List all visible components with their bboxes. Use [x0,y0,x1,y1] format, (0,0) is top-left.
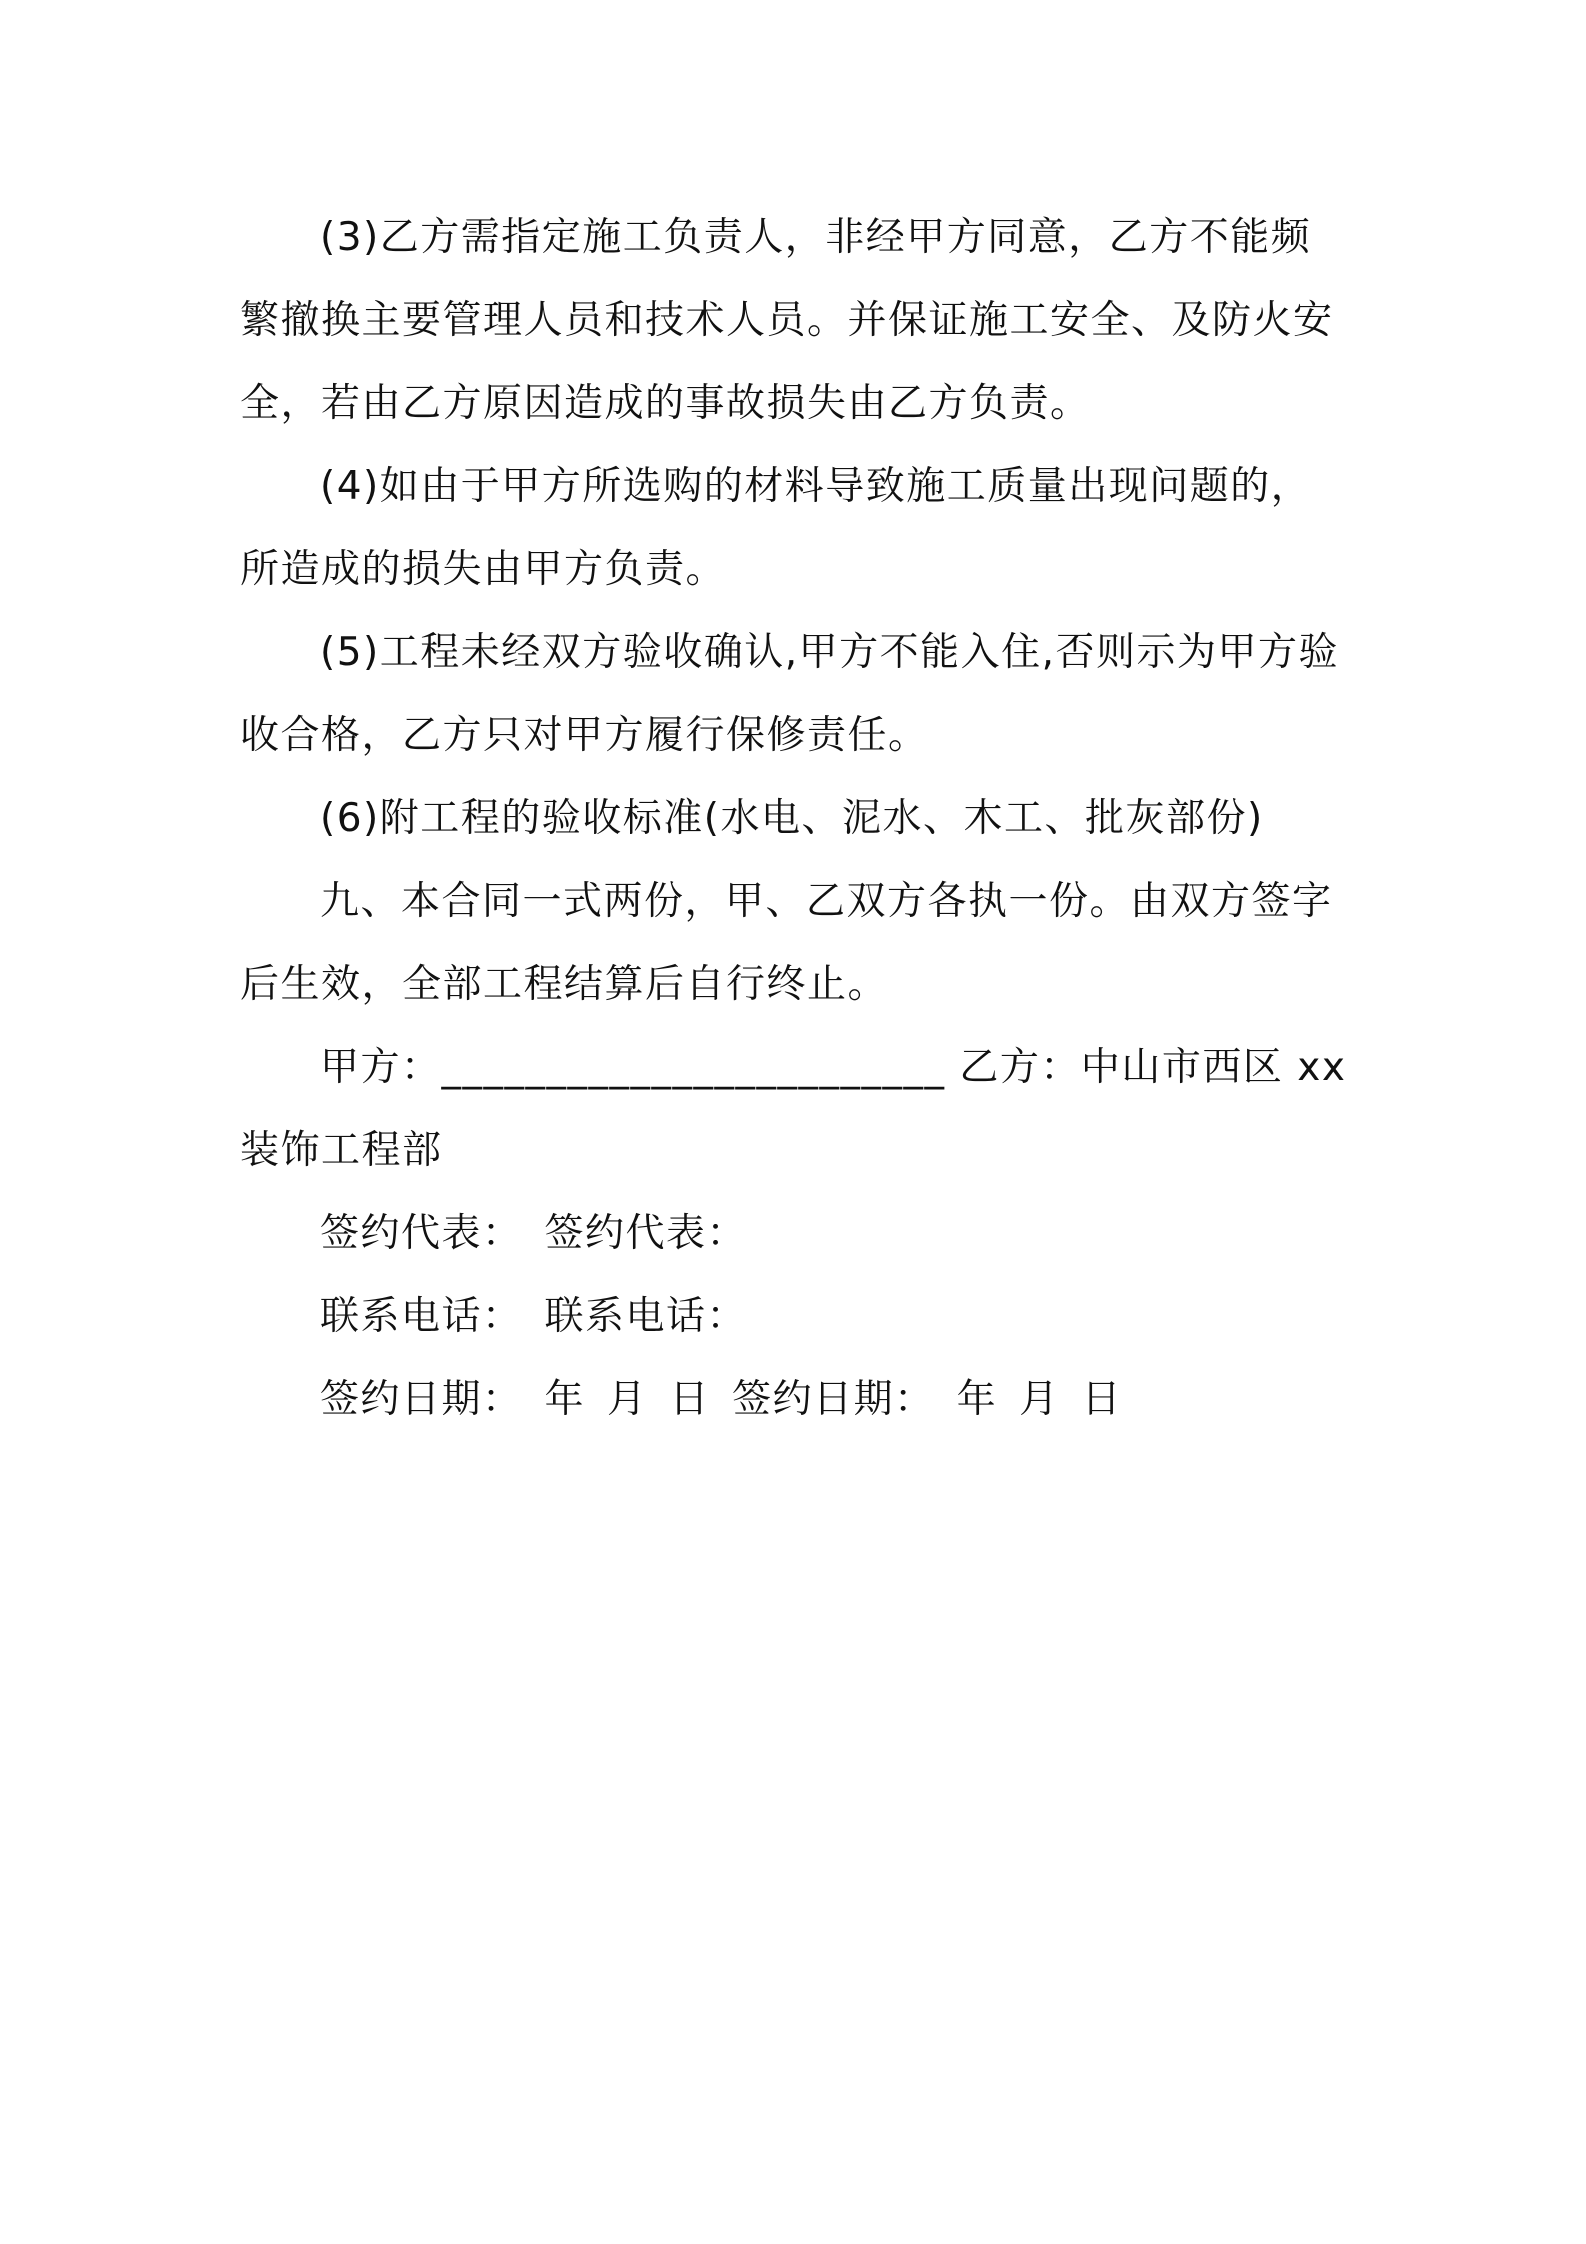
representative-label-a: 签约代表： [320,1211,523,1256]
representative-row [240,1192,1350,1275]
date-day-b: 日 [1081,1377,1123,1422]
date-day-a: 日 [669,1377,711,1422]
clause-5: (5)工程未经双方验收确认,甲方不能入住,否则示为甲方验收合格，乙方只对甲方履行保修责任。 [240,630,1340,758]
date-month-b: 月 [1019,1377,1060,1422]
date-row [240,1358,1350,1441]
phone-label-a: 联系电话： [320,1294,523,1339]
representative-label-b: 签约代表： [544,1211,748,1256]
date-month-a: 月 [607,1377,648,1422]
date-year-a: 年 [544,1377,586,1422]
parties-line: 甲方：________________________ 乙方：中山市西区 xx 装饰工程部 [240,1045,1347,1173]
clause-9: 九、本合同一式两份，甲、乙双方各执一份。由双方签字后生效，全部工程结算后自行终止。 [240,879,1333,1007]
clause-4: (4)如由于甲方所选购的材料导致施工质量出现问题的，所造成的损失由甲方负责。 [240,464,1312,592]
contract-body [240,196,1350,1441]
phone-label-b: 联系电话： [544,1294,748,1339]
date-year-b: 年 [956,1377,998,1422]
clause-6: (6)附工程的验收标准(水电、泥水、木工、批灰部份) [320,796,1264,841]
date-label-a: 签约日期： [320,1377,523,1422]
phone-row [240,1275,1350,1358]
clause-3: (3)乙方需指定施工负责人，非经甲方同意，乙方不能频繁撤换主要管理人员和技术人员。并保证施工安全、及防火安全，若由乙方原因造成的事故损失由乙方负责。 [240,215,1334,426]
date-label-b: 签约日期： [732,1377,935,1422]
